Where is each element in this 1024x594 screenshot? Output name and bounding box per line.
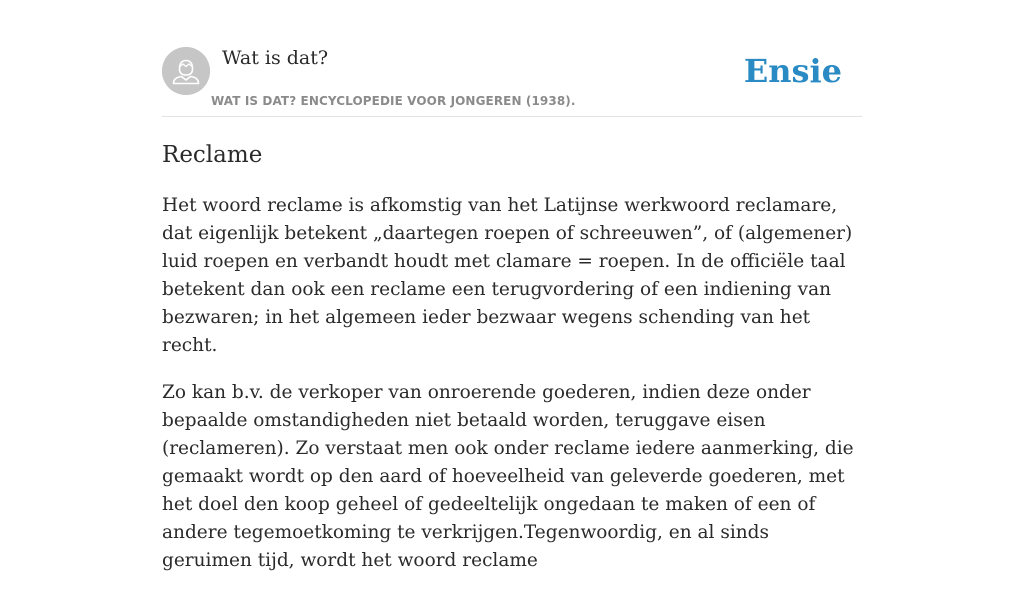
article-paragraph: Het woord reclame is afkomstig van het Latijnse werkwoord reclamare, dat eigenlijk betekent „daartegen roepen of schreeuwen”, of (algemener) luid roepen en verbandt houdt met clamare = roepen. In de officiële taal betekent dan ook een reclame een terugvordering of een indiening van bezwaren; in het algemeen ieder bezwaar wegens schending van het recht. [162, 195, 853, 356]
source-subtitle[interactable]: WAT IS DAT? ENCYCLOPEDIE VOOR JONGEREN (1938). [211, 94, 576, 108]
ensie-logo-link[interactable]: Ensie [743, 52, 842, 90]
article-body [162, 192, 864, 594]
avatar[interactable] [162, 47, 210, 95]
article-paragraph: Zo kan b.v. de verkoper van onroerende goederen, indien deze onder bepaalde omstandigheden niet betaald worden, teruggave eisen (reclameren). Zo verstaat men ook onder reclame iedere aanmerking, die gemaakt wordt op den aard of hoeveelheid van geleverde goederen, met het doel den koop geheel of gedeeltelijk ongedaan te maken of een of andere tegemoetkoming te verkrijgen.Tegenwoordig, en al sinds geruimen tijd, wordt het woord reclame [162, 382, 854, 571]
source-header [162, 46, 862, 117]
source-title[interactable]: Wat is dat? [222, 47, 329, 69]
article-title: Reclame [162, 142, 263, 168]
user-icon [162, 47, 210, 95]
